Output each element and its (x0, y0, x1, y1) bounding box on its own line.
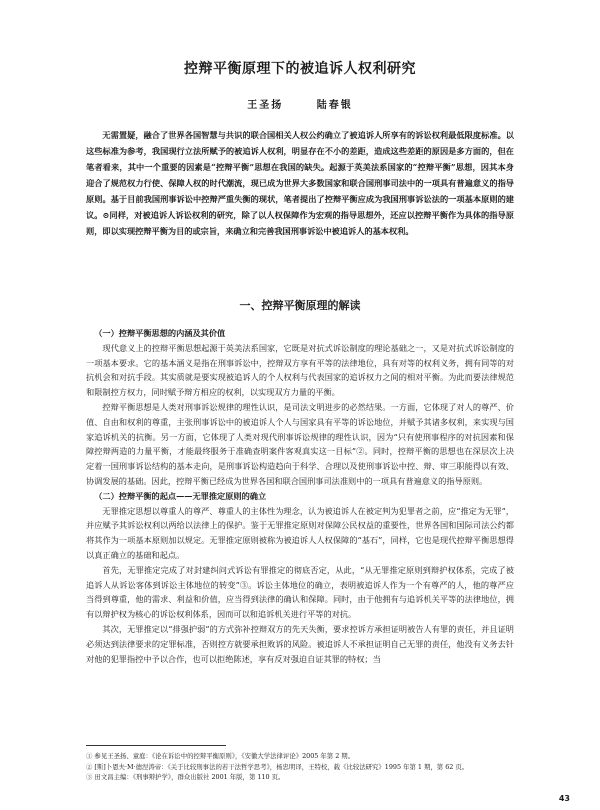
footnote: ③ 田文昌主编：《刑事辩护学》，群众出版社 2001 年版，第 110 页。 (86, 773, 285, 781)
subsection-heading: （一）控辩平衡思想的内涵及其价值 (94, 328, 226, 338)
body-paragraph: 控辩平衡思想是人类对刑事诉讼规律的理性认识，是司法文明进步的必然结果。一方面，它体现了对人的尊严、价值、自由和权利的尊重，主张刑事诉讼中的被追诉人个人与国家具有平等的诉讼地位，并赋予其诸多权利，来实现与国家追诉机关的抗衡。另一方面，它体现了人类对现代刑事诉讼规律的理性认识，因为“只有使刑事程序的对抗因素和保障控辩两造的力量平衡，才能最终服务于准确查明案件客观真实这一目标”②。同时，控辩平衡的思想也在深层次上决定着一国刑事诉讼结构的基本走向，是刑事诉讼构造趋向于科学、合理以及使刑事诉讼中控、辩、审三职能得以有效、协调发展的基础。因此，控辩平衡已经成为世界各国和联合国刑事司法准则中的一项具有普遍意义的指导原则。 (86, 401, 514, 486)
section-body (86, 326, 514, 666)
author-line (0, 96, 600, 111)
author-name: 陆春银 (316, 100, 353, 111)
body-paragraph: 其次，无罪推定以“排强护弱”的方式弥补控辩双方的先天失衡，要求控诉方承担证明被告人有罪的责任，并且证明必须达到法律要求的定罪标准，否则控方就要承担败诉的风险。被追诉人不承担证明自己无罪的责任，他没有义务去针对他的犯罪指控中予以合作，也可以拒绝陈述，享有反对强迫自证其罪的特权；当 (86, 623, 514, 664)
footnote: ① 参见王圣扬、童庭：《论在诉讼中的控辩平衡原则》，《安徽大学法律评论》2005 年第 2 期。 (86, 752, 355, 760)
section-heading: 一、控辩平衡原理的解读 (239, 299, 361, 312)
footnotes (86, 751, 514, 783)
abstract (86, 127, 514, 239)
body-paragraph: 无罪推定思想以尊重人的尊严、尊重人的主体性为理念，认为被追诉人在被定判为犯罪者之前，应“推定为无罪”，并应赋予其诉讼权利以两给以法律上的保护。鉴于无罪推定原则对保障公民权益的重要性，世界各国和国际司法公约都将其作为一项基本原则加以规定。无罪推定原则被称为被追诉人人权保障的“基石”，同样，它也是现代控辩平衡思想得以真正确立的基础和起点。 (86, 505, 514, 560)
body-paragraph: 现代意义上的控辩平衡思想起源于英美法系国家，它既是对抗式诉讼制度的理论基础之一，又是对抗式诉讼制度的一项基本要求。它的基本涵义是指在刑事诉讼中，控辩双方享有平等的法律地位，具有对等的权利义务，拥有同等的对抗机会和对抗手段。其实质就是要实现被追诉人的个人权利与代表国家的追诉权力之间的相对平衡。为此而要法律规范和限制控方权力，同时赋予辩方相应的权利，以实现双方力量的平衡。 (86, 342, 514, 398)
paper-title: 控辩平衡原理下的被追诉人权利研究 (184, 61, 416, 77)
footnote-divider (86, 745, 226, 746)
body-paragraph: 首先，无罪推定完成了对封建纠问式诉讼有罪推定的彻底否定，从此，“从无罪推定原则到辩护权体系，完成了被追诉人从诉讼客体到诉讼主体地位的转变”③。诉讼主体地位的确立，表明被追诉人作为一个有尊严的人，他的尊严应当得到尊重，他的需求、利益和价值，应当得到法律的确认和保障。同时，由于他拥有与追诉机关平等的法律地位，拥有以辩护权为核心的诉讼权利体系，因而可以和追诉机关进行平等的对抗。 (86, 564, 514, 620)
abstract-text: 无需置疑，融合了世界各国智慧与共识的联合国相关人权公约确立了被追诉人所享有的诉讼权利最低限度标准。以这些标准为参考，我国现行立法所赋予的被追诉人权利，明显存在不小的差距，造成这些差距的原因是多方面的，但在笔者看来，其中一个重要的因素是“控辩平衡”思想在我国的缺失。起源于英美法系国家的“控辩平衡”思想，因其本身迎合了规范权力行使、保障人权的时代潮流，现已成为世界大多数国家和联合国刑事司法中的一项具有普遍意义的指导原则。基于目前我国刑事诉讼中控辩严重失衡的现状，笔者提出了控辩平衡应成为我国刑事诉讼法的一项基本原则的建议。⊙同样，对被追诉人诉讼权利的研究，除了以人权保障作为宏观的指导思想外，还应以控辩平衡作为具体的指导原则，即以实现控辩平衡为目的或宗旨，来确立和完善我国刑事诉讼中被追诉人的基本权利。 (86, 130, 514, 236)
page-number: 43 (558, 794, 570, 803)
footnote: ② [斯]卜恩夫·M·德涅涛帝：《关于比较刑事法的若干法哲学思考》，杨忠明译，王特校，载《比较法研究》1995 年第 1 期，第 62 页。 (86, 762, 469, 771)
subsection-heading: （二）控辩平衡的起点——无罪推定原则的确立 (94, 490, 267, 501)
author-name: 王圣扬 (247, 100, 284, 111)
